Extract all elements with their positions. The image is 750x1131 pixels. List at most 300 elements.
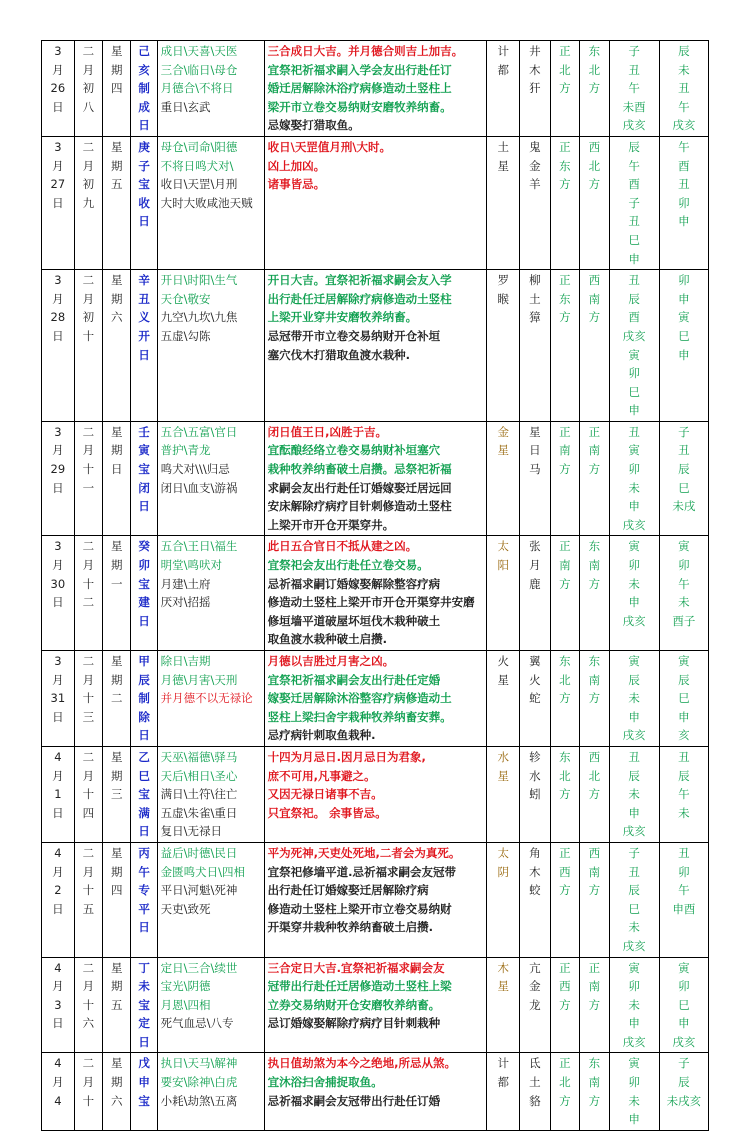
god-line: 五合\王日\福生 — [160, 539, 238, 554]
god-line: 月德合\不将日 — [160, 81, 234, 96]
lucky-hours-cell — [659, 536, 708, 651]
cell-char: 巳 — [678, 480, 690, 495]
cell-char: 十 — [82, 883, 95, 898]
cell-char: 二 — [82, 139, 95, 154]
cell-char: 制 — [138, 81, 150, 96]
cell-char: 四 — [82, 805, 95, 820]
lucky-hours-cell — [659, 421, 708, 536]
direction-cell — [550, 270, 579, 422]
cell-char: 申 — [678, 214, 690, 229]
god-line: 金匮鸣犬日\四相 — [160, 864, 246, 879]
cell-char: 子 — [678, 1056, 690, 1071]
planet-cell — [487, 421, 520, 536]
cell-char: 辛 — [138, 273, 150, 288]
cell-char: 龙 — [529, 997, 541, 1012]
cell-char: 丑 — [678, 177, 690, 192]
lucky-hours-cell — [609, 842, 659, 957]
god-line: 并月德不以无禄论 — [160, 691, 253, 706]
cell-char: 翼 — [529, 654, 541, 668]
cell-char: 星 — [111, 1056, 123, 1071]
cell-char: 日 — [138, 347, 150, 362]
cell-char: 成 — [138, 99, 150, 114]
weekday-cell — [103, 41, 131, 137]
god-line: 成日\天喜\天医 — [160, 44, 238, 58]
direction-cell — [550, 421, 579, 536]
mansion-cell — [520, 270, 551, 422]
activity-line: 修造动土竖柱上梁开市开仓开渠穿井安磨 — [267, 595, 475, 610]
planet-cell — [487, 41, 520, 137]
activities-cell — [264, 136, 487, 269]
gods-cell — [157, 746, 264, 842]
cell-char: 日 — [138, 214, 150, 229]
cell-char: 期 — [111, 1075, 123, 1090]
cell-char: 丑 — [628, 749, 640, 764]
mansion-cell — [520, 1053, 551, 1130]
god-line: 三合\临日\母仓 — [160, 62, 238, 77]
cell-char: 3 — [54, 273, 62, 288]
cell-char: 丑 — [628, 214, 640, 229]
cell-char: 井 — [529, 44, 541, 58]
cell-char: 宝 — [138, 997, 150, 1012]
activities-cell — [264, 651, 487, 747]
direction-cell — [550, 136, 579, 269]
direction-cell — [580, 41, 609, 137]
cell-char: 申 — [628, 403, 640, 418]
weekday-cell — [103, 746, 131, 842]
cell-char: 酉 — [678, 158, 690, 173]
cell-char: 专 — [138, 883, 150, 898]
cell-char: 木 — [497, 960, 509, 975]
cell-char: 月 — [82, 443, 95, 458]
cell-char: 月 — [52, 672, 64, 687]
cell-char: 月 — [82, 864, 95, 879]
solar-date-cell — [42, 41, 75, 137]
weekday-cell — [103, 842, 131, 957]
cell-char: 月 — [82, 672, 95, 687]
cell-char: 鹿 — [529, 576, 541, 591]
activity-line: 宜沐浴扫舍捕捉取鱼。 — [267, 1075, 383, 1090]
cell-char: 南 — [559, 558, 571, 573]
activity-line: 十四为月忌日.因月忌日为君象, — [267, 749, 426, 764]
activity-line: 开渠穿井栽种牧养纳畜破土启攒. — [267, 920, 434, 935]
cell-char: 蛇 — [529, 691, 541, 706]
solar-date-cell — [42, 136, 75, 269]
cell-char: 初 — [82, 177, 95, 192]
cell-char: 寅 — [678, 654, 690, 668]
activity-line: 塞穴伐木打猎取鱼渡水栽种. — [267, 347, 411, 362]
table-row — [42, 421, 709, 536]
activity-line: 冠带出行赴任迁居修造动土竖柱上梁 — [267, 979, 452, 994]
lucky-hours-cell — [609, 1053, 659, 1130]
cell-char: 星 — [497, 672, 509, 687]
planet-cell — [487, 651, 520, 747]
activities-cell — [264, 957, 487, 1053]
cell-char: 未 — [628, 787, 640, 802]
activity-line: 上梁开业穿井安磨牧养纳畜。 — [267, 310, 418, 325]
cell-char: 卯 — [678, 195, 690, 210]
cell-char: 巳 — [678, 997, 690, 1012]
lucky-hours-cell — [609, 536, 659, 651]
cell-char: 正 — [559, 845, 571, 860]
cell-char: 方 — [559, 883, 571, 898]
cell-char: 日 — [52, 480, 64, 495]
cell-char: 北 — [588, 158, 601, 173]
activity-line: 梁开市立卷交易纳财安磨牧养纳畜。 — [267, 99, 452, 114]
planet-cell — [487, 957, 520, 1053]
god-line: 执日\天马\解神 — [160, 1056, 238, 1071]
cell-char: 午 — [628, 81, 640, 96]
activity-line: 上梁开市开仓开渠穿井。 — [267, 517, 395, 532]
cell-char: 己 — [138, 44, 150, 58]
direction-cell — [550, 651, 579, 747]
cell-char: 星 — [111, 44, 123, 58]
cell-char: 十 — [82, 997, 95, 1012]
mansion-cell — [520, 536, 551, 651]
cell-char: 申酉 — [672, 901, 696, 916]
cell-char: 月 — [52, 768, 64, 783]
god-line: 益后\时德\民日 — [160, 845, 238, 860]
direction-cell — [580, 842, 609, 957]
cell-char: 北 — [559, 672, 571, 687]
cell-char: 戌亥 — [622, 118, 646, 133]
cell-char: 丑 — [138, 291, 150, 306]
cell-char: 月 — [82, 62, 95, 77]
god-line: 月恩\四相 — [160, 997, 211, 1012]
cell-char: 期 — [111, 768, 123, 783]
cell-char: 宝 — [138, 1093, 150, 1108]
lunar-date-cell — [74, 651, 102, 747]
cell-char: 收 — [138, 195, 150, 210]
cell-char: 申 — [628, 251, 640, 266]
cell-char: 辰 — [678, 462, 690, 477]
cell-char: 丑 — [678, 845, 690, 860]
cell-char: 星 — [111, 845, 123, 860]
activity-line: 修垣墙平道破屋坏垣伐木栽种破土 — [267, 613, 441, 628]
cell-char: 日 — [52, 328, 64, 343]
cell-char: 日 — [529, 443, 541, 458]
cell-char: 辰 — [678, 768, 690, 783]
cell-char: 未戌亥 — [666, 1093, 702, 1108]
cell-char: 巳 — [678, 691, 690, 706]
activity-line: 立券交易纳财开仓安磨牧养纳畜。 — [267, 997, 441, 1012]
cell-char: 午 — [678, 787, 690, 802]
cell-char: 未 — [628, 1093, 640, 1108]
cell-char: 期 — [111, 62, 123, 77]
cell-char: 癸 — [138, 539, 150, 554]
cell-char: 30 — [50, 576, 66, 591]
cell-char: 卯 — [628, 462, 640, 477]
cell-char: 丁 — [138, 960, 150, 975]
activity-line: 宜祭祀会友出行赴任立卷交易。 — [267, 558, 429, 573]
god-line: 五虚\朱雀\重日 — [160, 805, 238, 820]
cell-char: 西 — [559, 864, 571, 879]
cell-char: 方 — [559, 462, 571, 477]
cell-char: 方 — [559, 81, 571, 96]
lucky-hours-cell — [659, 136, 708, 269]
cell-char: 丑 — [628, 62, 640, 77]
cell-char: 午 — [678, 139, 690, 154]
cell-char: 申 — [628, 1112, 640, 1127]
god-line: 死气血忌\八专 — [160, 1016, 234, 1031]
cell-char: 初 — [82, 310, 95, 325]
cell-char: 未 — [678, 62, 690, 77]
god-line: 月德\月害\天刑 — [160, 672, 238, 687]
cell-char: 正 — [559, 273, 571, 288]
cell-char: 巳 — [628, 901, 640, 916]
god-line: 五虚\勾陈 — [160, 328, 211, 343]
activities-cell — [264, 41, 487, 137]
cell-char: 罗 — [497, 273, 509, 288]
direction-cell — [580, 957, 609, 1053]
lucky-hours-cell — [609, 41, 659, 137]
cell-char: 二 — [82, 273, 95, 288]
cell-char: 未 — [678, 595, 690, 610]
cell-char: 星 — [497, 979, 509, 994]
cell-char: 獐 — [529, 310, 541, 325]
cell-char: 26 — [50, 81, 66, 96]
solar-date-cell — [42, 270, 75, 422]
cell-char: 酉 — [628, 177, 640, 192]
cell-char: 羊 — [529, 177, 541, 192]
cell-char: 方 — [588, 883, 601, 898]
cell-char: 戌亥 — [622, 517, 646, 532]
cell-char: 太 — [497, 539, 509, 554]
cell-char: 期 — [111, 672, 123, 687]
ganzhi-cell — [131, 421, 157, 536]
cell-char: 三 — [111, 787, 123, 802]
cell-char: 丑 — [628, 273, 640, 288]
cell-char: 寅 — [678, 310, 690, 325]
cell-char: 二 — [82, 44, 95, 58]
planet-cell — [487, 536, 520, 651]
activity-line: 安床解除疗病疗目针刺修造动土竖柱 — [267, 499, 452, 514]
cell-char: 月 — [52, 443, 64, 458]
table-row — [42, 957, 709, 1053]
cell-char: 戌亥 — [622, 1034, 646, 1049]
cell-char: 满 — [138, 805, 150, 820]
cell-char: 火 — [529, 672, 541, 687]
god-line: 宝光\阴德 — [160, 979, 211, 994]
cell-char: 戌亥 — [622, 938, 646, 953]
cell-char: 子 — [628, 44, 640, 58]
god-line: 平日\河魁\死神 — [160, 883, 238, 898]
cell-char: 方 — [588, 177, 601, 192]
cell-char: 二 — [82, 654, 95, 668]
cell-char: 一 — [111, 576, 123, 591]
cell-char: 东 — [588, 44, 601, 58]
cell-char: 西 — [588, 139, 601, 154]
cell-char: 方 — [588, 576, 601, 591]
cell-char: 日 — [52, 99, 64, 114]
solar-date-cell — [42, 1053, 75, 1130]
lucky-hours-cell — [609, 421, 659, 536]
cell-char: 月 — [52, 979, 64, 994]
cell-char: 未 — [628, 691, 640, 706]
cell-char: 东 — [559, 749, 571, 764]
cell-char: 子 — [138, 158, 150, 173]
activity-line: 婚迁居解除沐浴疗病修造动土竖柱上 — [267, 81, 452, 96]
god-line: 九空\九坎\九焦 — [160, 310, 238, 325]
direction-cell — [550, 41, 579, 137]
gods-cell — [157, 957, 264, 1053]
cell-char: 申 — [138, 1075, 150, 1090]
cell-char: 子 — [628, 845, 640, 860]
cell-char: 星 — [497, 158, 509, 173]
cell-char: 蚓 — [529, 787, 541, 802]
cell-char: 东 — [588, 539, 601, 554]
activities-cell — [264, 270, 487, 422]
solar-date-cell — [42, 651, 75, 747]
table-row — [42, 536, 709, 651]
cell-char: 二 — [82, 1056, 95, 1071]
cell-char: 土 — [497, 139, 509, 154]
cell-char: 张 — [529, 539, 541, 554]
cell-char: 南 — [588, 443, 601, 458]
cell-char: 宝 — [138, 462, 150, 477]
god-line: 天巫\福德\驿马 — [160, 749, 238, 764]
activity-line: 出行赴任订婚嫁娶迁居解除疗病 — [267, 883, 429, 898]
cell-char: 寅 — [628, 1056, 640, 1071]
mansion-cell — [520, 842, 551, 957]
cell-char: 木 — [529, 864, 541, 879]
activity-line: 出行赴任迁居解除疗病修造动土竖柱 — [267, 291, 452, 306]
lunar-date-cell — [74, 136, 102, 269]
activity-line: 竖柱上梁扫舍宇栽种牧养纳畜安葬。 — [267, 709, 452, 724]
cell-char: 星 — [497, 768, 509, 783]
cell-char: 寅 — [628, 654, 640, 668]
cell-char: 星 — [111, 749, 123, 764]
cell-char: 日 — [111, 462, 123, 477]
gods-cell — [157, 536, 264, 651]
cell-char: 期 — [111, 864, 123, 879]
gods-cell — [157, 41, 264, 137]
cell-char: 方 — [559, 787, 571, 802]
cell-char: 辰 — [628, 883, 640, 898]
cell-char: 卯 — [628, 1075, 640, 1090]
cell-char: 午 — [628, 158, 640, 173]
cell-char: 方 — [559, 310, 571, 325]
solar-date-cell — [42, 746, 75, 842]
cell-char: 西 — [588, 845, 601, 860]
activity-line: 平为死神,天吏处死地,二者会为真死。 — [267, 845, 461, 860]
cell-char: 辰 — [678, 44, 690, 58]
activities-cell — [264, 536, 487, 651]
cell-char: 未 — [628, 480, 640, 495]
lunar-date-cell — [74, 842, 102, 957]
gods-cell — [157, 270, 264, 422]
direction-cell — [580, 136, 609, 269]
activity-line: 宜祭祀祈福求嗣会友出行赴任定婚 — [267, 672, 441, 687]
cell-char: 未酉 — [622, 99, 646, 114]
cell-char: 27 — [50, 177, 66, 192]
weekday-cell — [103, 136, 131, 269]
cell-char: 十 — [82, 787, 95, 802]
cell-char: 期 — [111, 443, 123, 458]
activity-line: 收日\天罡值月刑\大时。 — [267, 139, 392, 154]
table-row — [42, 746, 709, 842]
cell-char: 卯 — [678, 273, 690, 288]
planet-cell — [487, 270, 520, 422]
cell-char: 日 — [52, 805, 64, 820]
cell-char: 氐 — [529, 1056, 541, 1071]
cell-char: 东 — [559, 158, 571, 173]
cell-char: 除 — [138, 709, 150, 724]
cell-char: 丑 — [628, 864, 640, 879]
cell-char: 4 — [54, 749, 62, 764]
cell-char: 3 — [54, 654, 62, 668]
cell-char: 丑 — [678, 443, 690, 458]
cell-char: 4 — [54, 960, 62, 975]
activity-line: 闭日值王日,凶胜于吉。 — [267, 424, 388, 439]
ganzhi-cell — [131, 1053, 157, 1130]
cell-char: 计 — [497, 1056, 509, 1071]
god-line: 除日\吉期 — [160, 654, 211, 668]
cell-char: 阴 — [497, 864, 509, 879]
cell-char: 未戌 — [672, 499, 696, 514]
cell-char: 十 — [82, 576, 95, 591]
god-line: 普护\青龙 — [160, 443, 211, 458]
planet-cell — [487, 1053, 520, 1130]
cell-char: 巳 — [628, 232, 640, 247]
cell-char: 辰 — [138, 672, 150, 687]
activity-line: 宜酝酿经络立卷交易纳财补垣塞穴 — [267, 443, 441, 458]
ganzhi-cell — [131, 536, 157, 651]
table-row — [42, 136, 709, 269]
cell-char: 水 — [497, 749, 509, 764]
solar-date-cell — [42, 536, 75, 651]
god-line: 五合\五富\官日 — [160, 424, 238, 439]
cell-char: 二 — [82, 539, 95, 554]
cell-char: 日 — [138, 728, 150, 743]
cell-char: 戌亥 — [622, 728, 646, 743]
cell-char: 土 — [529, 1075, 541, 1090]
cell-char: 3 — [54, 44, 62, 58]
activity-line: 求嗣会友出行赴任订婚嫁娶迁居远回 — [267, 480, 452, 495]
ganzhi-cell — [131, 651, 157, 747]
weekday-cell — [103, 421, 131, 536]
activity-line: 忌订婚嫁娶解除疗病疗目针刺栽种 — [267, 1016, 441, 1031]
cell-char: 日 — [138, 499, 150, 514]
cell-char: 3 — [54, 139, 62, 154]
cell-char: 东 — [559, 654, 571, 668]
cell-char: 正 — [559, 1056, 571, 1071]
cell-char: 期 — [111, 158, 123, 173]
table-row — [42, 270, 709, 422]
lunar-date-cell — [74, 536, 102, 651]
cell-char: 申 — [628, 595, 640, 610]
activities-cell — [264, 746, 487, 842]
mansion-cell — [520, 41, 551, 137]
activity-line: 又因无禄日诸事不吉。 — [267, 787, 383, 802]
cell-char: 火 — [497, 654, 509, 668]
mansion-cell — [520, 746, 551, 842]
cell-char: 未 — [628, 576, 640, 591]
activity-line: 月德以吉胜过月害之凶。 — [267, 654, 395, 668]
cell-char: 宝 — [138, 787, 150, 802]
cell-char: 1 — [54, 787, 62, 802]
activities-cell — [264, 421, 487, 536]
god-line: 闭日\血支\游祸 — [160, 480, 238, 495]
activity-line: 三合成日大吉。并月德合则吉上加吉。 — [267, 44, 464, 58]
lunar-date-cell — [74, 270, 102, 422]
cell-char: 北 — [559, 62, 571, 77]
activity-line: 忌嫁娶打猎取鱼。 — [267, 118, 360, 133]
cell-char: 子 — [628, 195, 640, 210]
cell-char: 29 — [50, 462, 66, 477]
gods-cell — [157, 421, 264, 536]
cell-char: 北 — [559, 768, 571, 783]
cell-char: 亥 — [138, 62, 150, 77]
